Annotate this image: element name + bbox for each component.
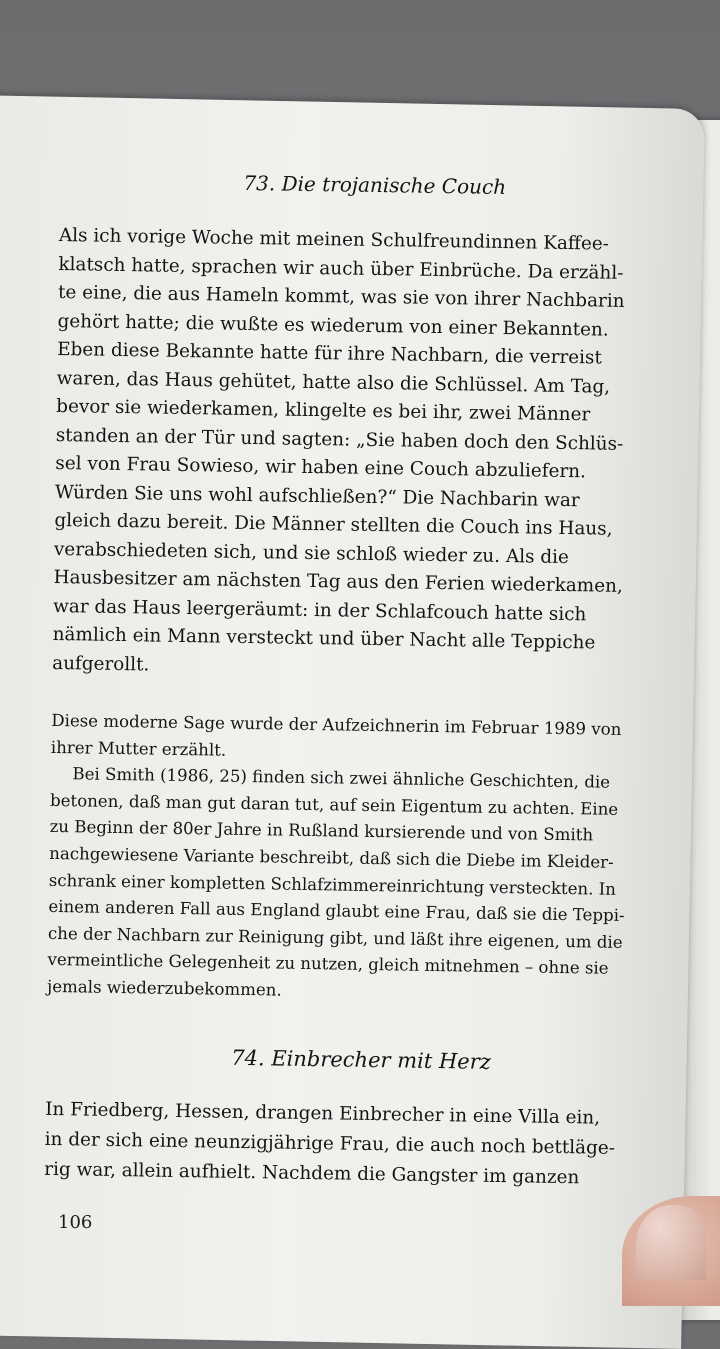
text-line: rig war, allein aufhielt. Nachdem die Gangster im ganzen bbox=[44, 1158, 580, 1188]
text-line: vermeintliche Gelegenheit zu nutzen, gleich mitnehmen – ohne sie bbox=[47, 950, 609, 979]
text-line: In Friedberg, Hessen, drangen Einbrecher in eine Villa ein, bbox=[45, 1098, 601, 1129]
text-line: Hausbesitzer am nächsten Tag aus den Ferien wiederkamen, bbox=[53, 566, 623, 597]
text-line: zu Beginn der 80er Jahre in Rußland kursierende und von Smith bbox=[49, 817, 594, 845]
text-line: Bei Smith (1986, 25) finden sich zwei ähnliche Geschichten, die bbox=[72, 764, 611, 792]
text-line: Als ich vorige Woche mit meinen Schulfreundinnen Kaffee- bbox=[58, 224, 610, 255]
text-line: nachgewiesene Variante beschreibt, daß sich die Diebe im Kleider- bbox=[49, 843, 614, 872]
text-line: betonen, daß man gut daran tut, auf sein Eigentum zu achten. Eine bbox=[49, 790, 619, 819]
text-line: verabschiedeten sich, und sie schloß wieder zu. Als die bbox=[53, 538, 570, 568]
text-line: Würden Sie uns wohl aufschließen?“ Die Nachbarin war bbox=[54, 481, 580, 511]
text-line: nämlich ein Mann versteckt und über Nacht alle Teppiche bbox=[52, 623, 596, 654]
page-content bbox=[44, 168, 690, 1194]
text-line: gehört hatte; die wußte es wiederum von einer Bekannten. bbox=[57, 310, 609, 341]
text-line: te eine, die aus Hameln kommt, was sie von ihrer Nachbarin bbox=[57, 281, 625, 312]
text-line: war das Haus leergeräumt: in der Schlafcouch hatte sich bbox=[52, 595, 587, 625]
text-line: in der sich eine neunzigjährige Frau, die auch noch bettläge- bbox=[44, 1128, 616, 1159]
commentary-text bbox=[47, 708, 682, 1010]
text-line: ihrer Mutter erzählt. bbox=[50, 737, 227, 760]
story-text-74 bbox=[44, 1094, 675, 1194]
text-line: schrank einer kompletten Schlafzimmereinrichtung versteckten. In bbox=[48, 870, 617, 899]
fingernail bbox=[636, 1205, 706, 1280]
text-line: waren, das Haus gehütet, hatte also die Schlüssel. Am Tag, bbox=[56, 367, 611, 398]
text-line: gleich dazu bereit. Die Männer stellten die Couch ins Haus, bbox=[54, 509, 613, 540]
text-line: Eben diese Bekannte hatte für ihre Nachbarn, die verreist bbox=[56, 338, 602, 369]
text-line: Diese moderne Sage wurde der Aufzeichnerin im Februar 1989 von bbox=[51, 710, 622, 739]
text-line: che der Nachbarn zur Reinigung gibt, und läßt ihre eigenen, um die bbox=[47, 923, 623, 952]
text-line: standen an der Tür und sagten: „Sie haben doch den Schlüs- bbox=[55, 424, 624, 455]
page-number: 106 bbox=[58, 1212, 93, 1233]
text-line: einem anderen Fall aus England glaubt eine Frau, daß sie die Teppi- bbox=[48, 897, 625, 926]
chapter-heading-74: 74. Einbrecher mit Herz bbox=[231, 1045, 491, 1074]
text-line: bevor sie wiederkamen, klingelte es bei ihr, zwei Männer bbox=[56, 395, 591, 426]
text-line: klatsch hatte, sprachen wir auch über Einbrüche. Da erzähl- bbox=[58, 253, 624, 284]
text-line: sel von Frau Sowieso, wir haben eine Couch abzuliefern. bbox=[55, 452, 587, 483]
text-line: jemals wiederzubekommen. bbox=[46, 976, 282, 1000]
chapter-heading-73: 73. Die trojanische Couch bbox=[243, 170, 507, 200]
story-text-73 bbox=[52, 222, 689, 688]
text-line: aufgerollt. bbox=[52, 652, 150, 675]
